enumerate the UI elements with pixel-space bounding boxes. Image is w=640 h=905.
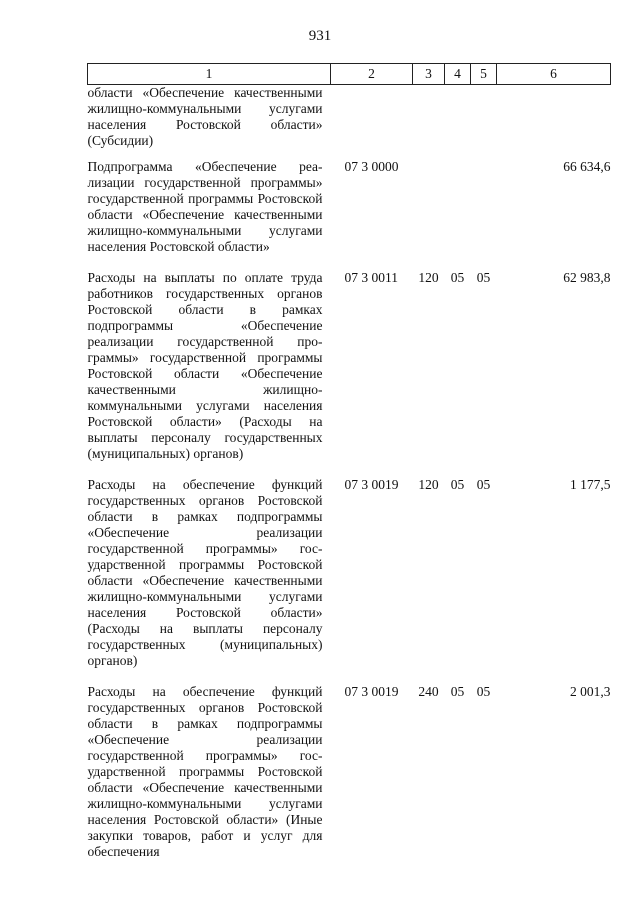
row-subsection: 05 <box>476 270 491 285</box>
row-amount: 2 001,3 <box>570 684 611 699</box>
header-col-3: 3 <box>413 64 445 85</box>
row-expense-type: 120 <box>418 477 439 492</box>
row-expense-type <box>413 85 445 160</box>
row-amount <box>497 85 611 160</box>
row-description: Расходы на обеспечение функций государственных органов Ростовской области в рамках подпрограммы «Обеспечение реализации государственной программы» государственной программы Ростовской области «Обеспечение качественными жилищно-коммунальными услугами населения Ростовской области» (Расходы на выплаты персоналу государственных (муниципальных) органов) <box>87 477 323 668</box>
row-amount: 66 634,6 <box>563 159 611 174</box>
table-row <box>88 270 611 477</box>
row-target-code: 07 3 0011 <box>344 270 398 285</box>
row-target-code <box>331 85 413 160</box>
row-description: Подпрограмма «Обеспечение реализации государственной программы» государственной программы Ростовской области «Обеспечение качественными жилищно-коммунальными услугами населения Ростовской области» <box>87 159 323 254</box>
table-row <box>88 85 611 160</box>
header-col-2: 2 <box>331 64 413 85</box>
row-section: 05 <box>450 477 465 492</box>
row-expense-type <box>413 159 445 270</box>
table-row <box>88 684 611 875</box>
row-subsection: 05 <box>476 684 491 699</box>
row-target-code: 07 3 0000 <box>344 159 399 174</box>
row-expense-type: 240 <box>418 684 439 699</box>
table-row <box>88 159 611 270</box>
table-header-row <box>88 64 611 85</box>
page-number: 931 <box>308 28 332 44</box>
row-subsection: 05 <box>476 477 491 492</box>
row-target-code: 07 3 0019 <box>344 684 399 699</box>
header-col-1: 1 <box>88 64 331 85</box>
header-col-5: 5 <box>471 64 497 85</box>
row-subsection <box>471 159 497 270</box>
table-row <box>88 477 611 684</box>
header-col-4: 4 <box>445 64 471 85</box>
row-amount: 62 983,8 <box>563 270 611 285</box>
row-subsection <box>471 85 497 160</box>
header-col-6: 6 <box>497 64 611 85</box>
row-amount: 1 177,5 <box>570 477 611 492</box>
row-description: Расходы на обеспечение функций государственных органов Ростовской области в рамках подпрограммы «Обеспечение реализации государственной программы» государственной программы Ростовской области «Обеспечение качественными жилищно-коммунальными услугами населения Ростовской области» (Иные закупки товаров, работ и услуг для обеспечения <box>87 684 323 859</box>
row-section: 05 <box>450 684 465 699</box>
row-description: Расходы на выплаты по оплате труда работников государственных органов Ростовской области в рамках подпрограммы «Обеспечение реализации государственной программы» государственной программы Ростовской области «Обеспечение качественными жилищно-коммунальными услугами населения Ростовской области» (Расходы на выплаты персоналу государственных (муниципальных) органов) <box>87 270 323 461</box>
row-target-code: 07 3 0019 <box>344 477 399 492</box>
row-section <box>445 159 471 270</box>
row-section: 05 <box>450 270 465 285</box>
row-section <box>445 85 471 160</box>
row-expense-type: 120 <box>418 270 439 285</box>
budget-table <box>87 63 611 875</box>
row-description: области «Обеспечение качественными жилищно-коммунальными услугами населения Ростовской области» (Субсидии) <box>87 85 323 148</box>
